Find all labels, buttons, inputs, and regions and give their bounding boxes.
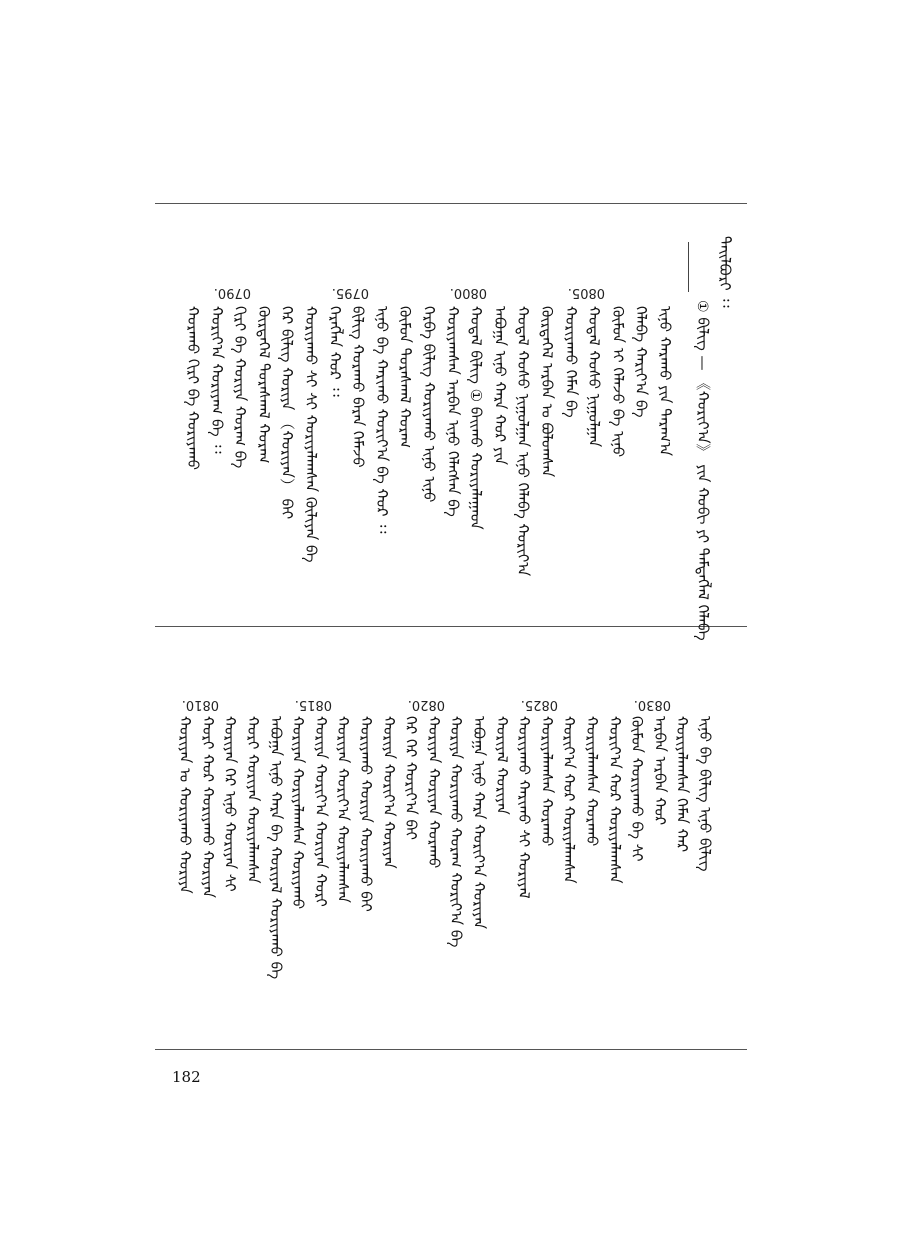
line-number: 0805. [567,285,606,300]
verse-line: ᠬᠤᠳᠠᠯ ᠪᠢᠯᠢᠭ ① ᠪᠠᠢᠬᠤ ᠬᠤᠷᠢᠶᠠᠯᠠᠭᠠᠳ [467,306,486,530]
line-number: 0795. [331,285,370,300]
verse-line: ᠬᠤᠷᠢᠶᠠ ᠬᠤᠷᠢᠶ᠎ᠠ ᠬᠤᠷᠢᠶᠠᠨ ᠬᠤᠷᠢ [311,716,330,907]
verse-line: ᠬᠤᠷᠢᠶᠠᠯᠠᠭᠰᠠᠨ ᠬᠡᠮᠡᠨ ᠬᠠᠷ [673,716,692,853]
verse-line: ᠬᠡᠯᠡᠪᠡ ᠬᠠᠷᠢᠶ᠎ᠠ ᠪᠠ [632,306,651,418]
verse-line: ᠬᠤᠷᠢ ᠬᠤᠷᠢᠶᠠᠨ ᠬᠤᠷᠢᠶᠠᠯᠠᠭᠰᠠᠨ [244,716,262,884]
verse-line: ᠬᠦᠷᠲᠡᠭᠡᠯ ᠳᠤᠷᠠᠰᠬᠠᠯ ᠬᠤᠷᠠᠭ [254,306,273,464]
line-number: 0815. [294,697,332,712]
line-number: 0790. [213,285,252,300]
verse-line: ᠬᠤᠳᠠᠯ ᠬᠤᠰᠤ ᠨᠢᠭᠤᠯᠭᠠᠨ [585,306,604,448]
verse-line: ᠬᠡᠷᠪᠡ ᠪᠢᠯᠢᠭ ᠬᠤᠷᠢᠶᠠᠬᠤ ᠢᠨᠦ ᠢᠨᠦ [420,306,438,503]
verse-line: ᠬᠡᠷᠡᠭᠯᠡᠨ ᠬᠤᠷ ᠄᠄ [325,306,344,397]
verse-line: ᠬᠤᠷᠢᠶᠠᠬᠤ ᠬᠠᠷᠢᠬᠤ ᠰᠢ ᠬᠤᠷᠢᠶᠠᠯ [515,716,534,899]
verse-line: ᠬᠤᠷᠢᠶᠠᠨ ᠬᠤᠷᠢᠶᠠᠨ ᠬᠤᠷᠠᠬᠤ [424,716,443,869]
footnote-rule [688,242,689,292]
line-number: 0825. [520,697,558,712]
verse-line: ᠬᠤᠷᠢᠶᠠ ᠬᠤᠷᠢᠶ᠎ᠠ ᠬᠤᠷᠢᠶᠠᠨ [379,716,398,869]
verse-line: ᠬᠤᠷᠢᠶᠠᠯᠠᠭᠰᠠᠨ ᠬᠤᠷᠠᠬᠤ [583,716,601,847]
verse-line: ᠬᠡᠷ ᠪᠢᠯᠢᠭ ᠬᠤᠷᠢᠶᠠ （ᠬᠤᠷᠢᠶᠠᠨ） ᠪᠠᠢ [278,306,297,520]
verse-line: ᠬᠦᠮᠦᠨ ᠢ ᠬᠡᠯᠡᠵᠦ ᠪᠠ ᠢᠨᠦ [608,306,627,458]
verse-line: ᠬᠤᠷᠢᠶᠠᠨ ᠬᠤᠷᠢᠶ᠎ᠠ ᠬᠤᠷᠢᠶᠠᠯᠠᠭᠰᠠᠨ [334,716,353,903]
verse-line: ᠬᠤᠳᠠᠯ ᠬᠤᠰᠤ ᠨᠢᠭᠤᠯᠭᠠᠨ ᠢᠨᠦ ᠬᠡᠯᠡᠪᠡ ᠬᠤᠷᠢᠶ᠎ᠠ [514,306,533,577]
verse-line: ᠬᠢᠷᠢ ᠪᠠ ᠬᠤᠷᠢᠶᠠ ᠬᠤᠷᠠᠭ ᠪᠠ [231,306,250,469]
verse-line: ᠬᠤᠷᠢᠶᠠᠭᠰᠠᠨ ᠠᠷᠪᠠᠨ ᠢᠨᠦ ᠬᠡᠯᠡᠭᠰᠡᠨ ᠪᠠ [443,306,462,517]
footnote-text: ① ᠪᠢᠯᠢᠭ — 《ᠬᠤᠷᠢᠶ᠎ᠠ》 ᠶᠢᠨ ᠬᠤᠪᠢ ᠶᠢ ᠲᠡᠮᠳᠡᠭᠯᠡᠯ ᠬᠡᠯᠡᠪᠡ [694,300,712,641]
verse-line: ᠬᠤᠷᠢᠶᠠᠬᠤ ᠬᠡᠮᠡᠨ ᠪᠠ [561,306,580,418]
verse-line: ᠠᠪᠤᠭᠠ ᠢᠨᠦ ᠬᠠᠷᠠ ᠪᠠ ᠬᠤᠷᠢᠶᠠᠯ ᠬᠤᠷᠢᠶᠠᠬᠤ ᠪᠠ [266,716,285,980]
footnote-heading: ᠲᠠᠢᠯᠪᠤᠷᠢ ᠄᠄ [716,236,734,308]
verse-line: ᠬᠤᠷᠢᠶ᠎ᠠ ᠬᠤᠷ ᠬᠤᠷᠢᠶᠠᠯᠠᠭᠰᠠᠨ [560,716,579,884]
verse-line: ᠠᠪᠤᠭᠠ ᠢᠨᠦ ᠬᠠᠷᠠ ᠬᠤᠷᠢᠶ᠎ᠠ ᠬᠤᠷᠢᠶᠠᠨ [470,716,488,929]
verse-line: ᠬᠤᠷᠢᠶᠠᠯᠠᠭᠰᠠᠨ ᠬᠤᠷᠠᠬᠤ [537,716,556,847]
verse-line: ᠢᠨᠦ ᠪᠠ ᠪᠢᠯᠢᠭ ᠢᠨᠦ ᠪᠢᠯᠢᠭ [696,716,714,872]
verse-line: ᠠᠷᠪᠠᠨ ᠠᠷᠪᠠᠨ ᠬᠤᠷ [650,716,669,826]
line-number: 0830. [633,697,671,712]
footnote-mark: ① [694,300,710,313]
verse-line: ᠬᠦᠷᠲᠡᠭᠡᠯ ᠠᠷᠪᠠᠨ ᠤ ᠪᠤᠯᠤᠭᠰᠠᠨ [538,306,556,478]
line-number: 0800. [449,285,488,300]
line-number: 0820. [407,697,445,712]
verse-line: ᠬᠤᠷᠢᠶᠠᠨ ᠤ ᠬᠤᠷᠢᠶᠠᠬᠤ ᠬᠤᠷᠢᠶᠠ [176,716,195,894]
page-number: 182 [172,1068,201,1086]
verse-line: ᠬᠡᠷ ᠬᠡᠷ ᠬᠤᠷᠢᠶ᠎ᠠ ᠪᠠᠢ [402,716,421,840]
verse-line: ᠬᠤᠷᠢᠶᠠᠨ ᠬᠡᠷ ᠢᠨᠦ ᠬᠤᠷᠢᠶᠠᠨ ᠰᠢ [221,716,240,892]
verse-line: ᠠᠪᠤᠭᠠ ᠢᠨᠦ ᠬᠠᠷᠠ ᠬᠤᠷ ᠶᠢᠨ [490,306,509,466]
top-rule [155,203,747,204]
verse-line: ᠬᠤᠷᠢ ᠬᠤᠷ ᠬᠤᠷᠢᠶᠠᠬᠤ ᠬᠤᠷᠢᠶᠠᠨ [198,716,217,898]
verse-line: ᠬᠤᠷᠢᠶ᠎ᠠ ᠬᠤᠷᠢᠶᠠᠭ ᠪᠠ ᠄᠄ [207,306,226,454]
bottom-rule [155,1049,747,1050]
verse-line: ᠬᠤᠷᠢᠶᠠᠯ ᠬᠤᠷᠢᠶᠠᠨ [492,716,511,815]
verse-line: ᠪᠢᠯᠢᠭ ᠬᠤᠷᠠᠬᠤ ᠪᠠᠷᠠᠨ ᠬᠡᠮᠡᠵᠦ [349,306,368,468]
verse-line: ᠢᠨᠦ ᠬᠠᠷᠠᠬᠤ ᠶᠢᠨ ᠳᠠᠷᠠᠭ᠎ᠠ [656,306,674,457]
verse-line: ᠬᠦᠮᠦᠨ ᠬᠤᠷᠢᠶᠠᠬᠤ ᠪᠠ ᠰᠢ [628,716,647,862]
verse-line: ᠬᠤᠷᠢᠶᠠ ᠬᠤᠷᠢᠶᠠᠬᠤ ᠬᠤᠷᠠᠭ ᠬᠤᠷᠢᠶ᠎ᠠ ᠪᠠ [447,716,466,948]
verse-line: ᠢᠨᠦ ᠪᠠ ᠬᠠᠷᠢᠬᠤ ᠬᠤᠷᠢᠶ᠎ᠠ ᠪᠠ ᠬᠤᠷ ᠄᠄ [372,306,391,534]
verse-line: ᠬᠤᠷᠢᠶ᠎ᠠ ᠬᠤᠷ ᠬᠤᠷᠢᠶᠠᠯᠠᠭᠰᠠᠨ [605,716,624,884]
verse-line: ᠬᠤᠷᠢᠶᠠᠨ ᠬᠤᠷᠢᠶᠠᠯᠠᠭᠰᠠᠨ ᠬᠤᠷᠢᠶᠠᠬᠤ [289,716,308,910]
verse-line: ᠬᠦᠮᠦᠨ ᠳᠤᠷᠠᠰᠬᠠᠯ ᠬᠤᠷᠠᠭ [396,306,415,449]
middle-rule [155,626,747,627]
line-number: 0810. [181,697,219,712]
verse-line: ᠬᠤᠷᠢᠶᠠᠬᠤ ᠰᠢ ᠰᠢ ᠬᠤᠷᠢᠶᠠᠯᠠᠭᠰᠠᠨ ᠬᠦᠯᠢᠶᠡᠨ ᠪᠠ [302,306,320,563]
verse-line: ᠬᠤᠷᠢᠶᠠᠬᠤ ᠬᠤᠷᠢᠶᠠ ᠬᠤᠷᠢᠶᠠᠬᠤ ᠪᠠᠢ [357,716,375,912]
verse-line: ᠬᠤᠷᠠᠬᠤ ᠬᠢᠷᠢ ᠪᠠ ᠬᠤᠷᠢᠶᠠᠬᠤ [184,306,202,471]
